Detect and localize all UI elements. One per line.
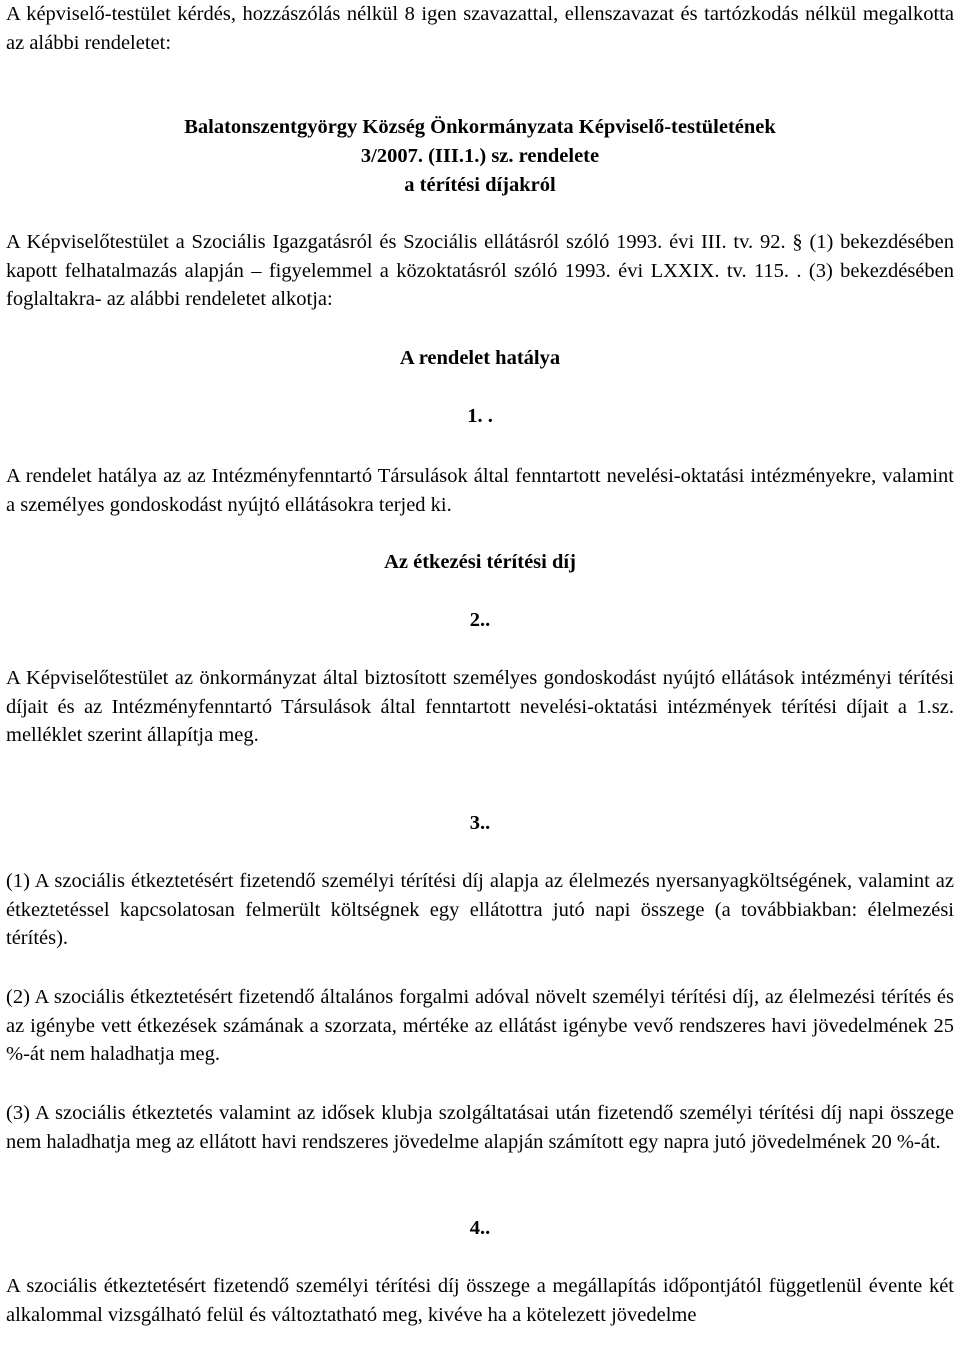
title-line-2: 3/2007. (III.1.) sz. rendelete [360, 145, 600, 167]
section-3-paragraph-3: (3) A szociális étkeztetés valamint az idősek klubja szolgáltatásai után fizetendő személyi térítési díj napi összege nem haladhatja meg az ellátott havi rendszeres jövedelme alapján számított egy napra jutó jövedelmének 20 %-át. [6, 1102, 954, 1153]
title-line-1: Balatonszentgyörgy Község Önkormányzata Képviselő-testületének [184, 116, 776, 138]
title-line-3: a térítési díjakról [404, 174, 556, 196]
section-2-text: A Képviselőtestület az önkormányzat által biztosított személyes gondoskodást nyújtó ellátások intézményi térítési díjait és az Intézményfenntartó Társulások által fenntartott nevelési-oktatási intézmények térítési díjait a 1.sz. melléklet szerint állapítja meg. [6, 667, 954, 746]
section-4-number: 4.. [469, 1217, 491, 1239]
intro-paragraph: A képviselő-testület kérdés, hozzászólás nélkül 8 igen szavazattal, ellenszavazat és tartózkodás nélkül megalkotta az alábbi rendeletet: [6, 3, 954, 54]
section-3-number: 3.. [469, 812, 491, 834]
section-1-number: 1. . [467, 405, 493, 427]
scope-heading: A rendelet hatálya [399, 347, 561, 369]
section-2-number: 2.. [469, 609, 491, 631]
section-3-paragraph-1: (1) A szociális étkeztetésért fizetendő személyi térítési díj alapja az élelmezés nyersanyagköltségének, valamint az étkeztetéssel kapcsolatosan felmerült költségnek egy ellátottra jutó napi összege (a továbbiakban: élelmezési térítés). [6, 870, 954, 949]
preamble-paragraph: A Képviselőtestület a Szociális Igazgatásról és Szociális ellátásról szóló 1993. évi III. tv. 92. § (1) bekezdésében kapott felhatalmazás alapján – figyelemmel a közoktatásról szóló 1993. évi LXXIX. tv. 115. . (3) bekezdésében foglaltakra- az alábbi rendeletet alkotja: [6, 231, 954, 310]
section-1-text: A rendelet hatálya az az Intézményfenntartó Társulások által fenntartott nevelési-oktatási intézményekre, valamint a személyes gondoskodást nyújtó ellátásokra terjed ki. [6, 465, 954, 516]
section-4-text: A szociális étkeztetésért fizetendő személyi térítési díj összege a megállapítás időpontjától függetlenül évente két alkalommal vizsgálható felül és változtatható meg, kivéve ha a kötelezett jövedelme [6, 1275, 954, 1326]
section-3-paragraph-2: (2) A szociális étkeztetésért fizetendő általános forgalmi adóval növelt személyi térítési díj, az élelmezési térítés és az igénybe vett étkezések számának a szorzata, mértéke az ellátást igénybe vevő rendszeres havi jövedelmének 25 %-át nem haladhatja meg. [6, 986, 954, 1065]
meal-fee-heading: Az étkezési térítési díj [384, 551, 576, 573]
